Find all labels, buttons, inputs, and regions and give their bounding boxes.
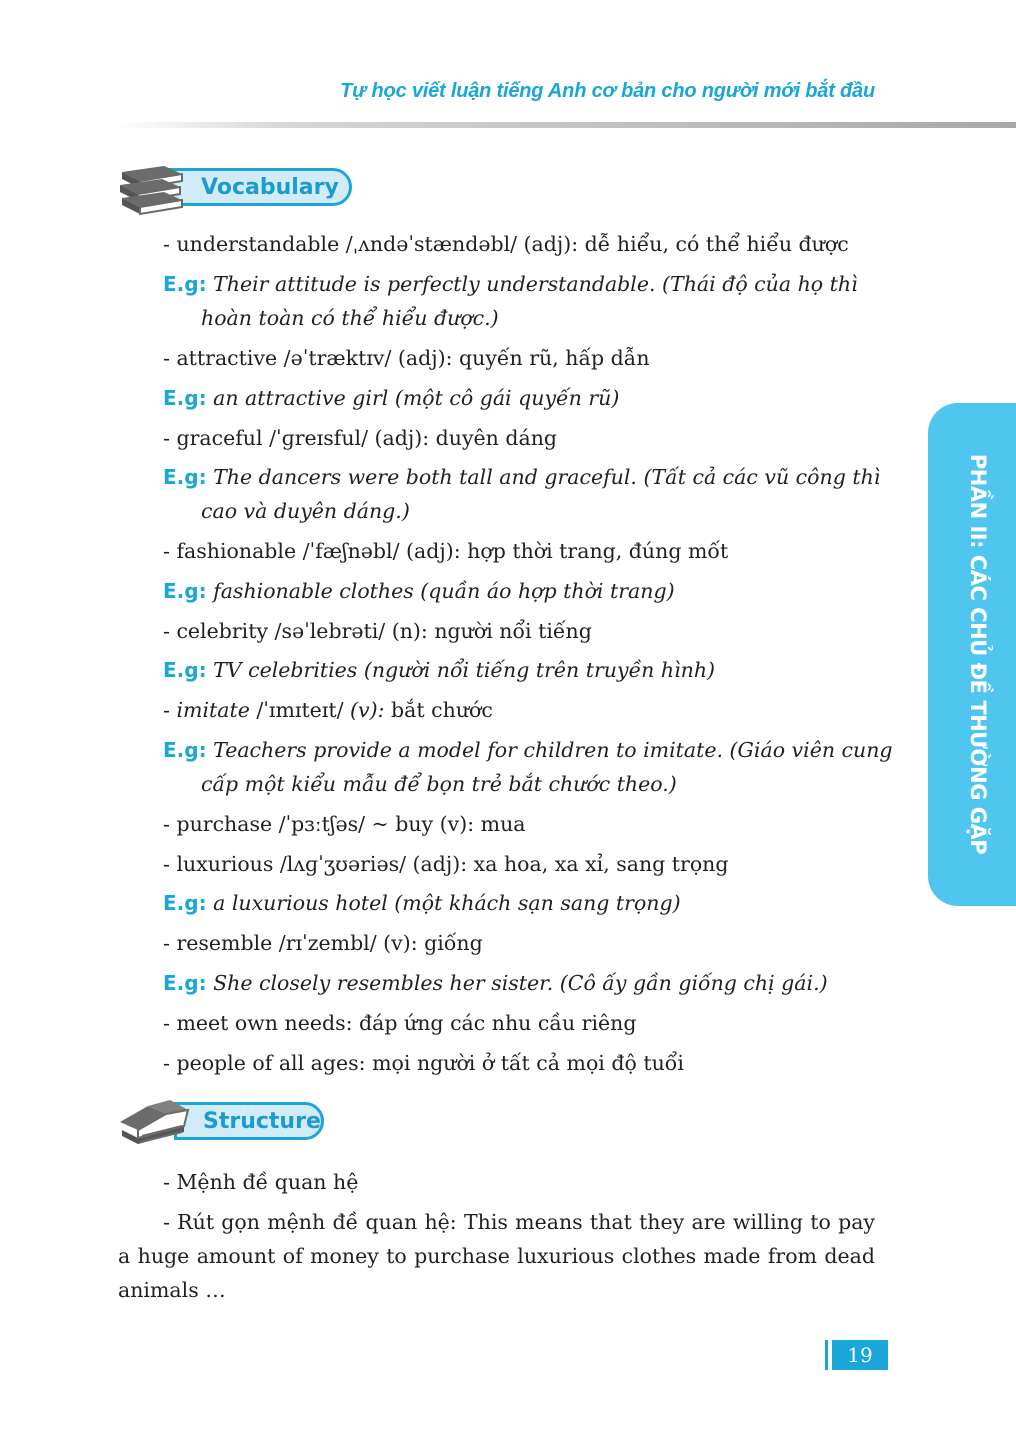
example-luxurious [163,886,913,920]
example-text: The dancers were both tall and graceful. (Tất cả các vũ công thì cao và duyên dáng.) [201,465,881,523]
structure-badge [118,1096,324,1152]
running-header: Tự học viết luận tiếng Anh cơ bản cho người mới bắt đầu [340,80,875,102]
vocab-entry-imitate [163,693,875,727]
example-label: E.g: [163,272,207,296]
vocab-entry-celebrity: - celebrity /səˈlebrəti/ (n): người nổi tiếng [163,619,592,643]
side-title-label: CÁC CHỦ ĐỀ THƯỜNG GẶP [966,554,990,855]
header-rule [112,122,1016,128]
vocab-word: - imitate [163,698,250,722]
example-label: E.g: [163,971,207,995]
example-attractive [163,381,913,415]
vocab-entry-people-of-all-ages: - people of all ages: mọi người ở tất cả mọi độ tuổi [163,1051,684,1075]
example-fashionable [163,574,913,608]
vocabulary-heading: Vocabulary [201,174,339,200]
example-celebrity [163,653,913,687]
open-book-icon [118,1096,192,1152]
example-text: a luxurious hotel (một khách sạn sang trọng) [213,891,681,915]
vocab-entry-fashionable: - fashionable /ˈfæʃnəbl/ (adj): hợp thời trang, đúng mốt [163,539,729,563]
structure-line-relative-clause: - Mệnh đề quan hệ [163,1170,359,1194]
example-text: Teachers provide a model for children to imitate. (Giáo viên cung cấp một kiểu mẫu để bọn trẻ bắt chước theo.) [201,738,893,796]
vocab-entry-resemble: - resemble /rɪˈzembl/ (v): giống [163,931,483,955]
vocab-entry-understandable: - understandable /ˌʌndəˈstændəbl/ (adj): dễ hiểu, có thể hiểu được [163,232,849,256]
structure-line-reduced-relative-clause: - Rút gọn mệnh đề quan hệ: This means that they are willing to pay a huge amount of money to purchase luxurious clothes made from dead animals … [118,1210,875,1302]
vocab-entry-graceful: - graceful /ˈɡreɪsful/ (adj): duyên dáng [163,426,558,450]
vocab-entry-meet-own-needs: - meet own needs: đáp ứng các nhu cầu riêng [163,1011,637,1035]
example-imitate [163,733,913,801]
example-label: E.g: [163,738,207,762]
example-label: E.g: [163,658,207,682]
example-text: TV celebrities (người nổi tiếng trên truyền hình) [213,658,716,682]
example-text: an attractive girl (một cô gái quyến rũ) [213,386,620,410]
page-number: 19 [832,1340,888,1370]
vocab-ipa: /ˈɪmɪteɪt/ [249,698,351,722]
side-chapter-label [966,454,990,854]
vocab-meaning: bắt chước [384,698,493,722]
vocab-entry-luxurious: - luxurious /lʌɡˈʒʊəriəs/ (adj): xa hoa, xa xỉ, sang trọng [163,852,729,876]
structure-heading: Structure [203,1108,321,1134]
vocab-entry-purchase: - purchase /ˈpɜːtʃəs/ ~ buy (v): mua [163,812,526,836]
vocab-entry-attractive: - attractive /əˈtræktɪv/ (adj): quyến rũ, hấp dẫn [163,346,650,370]
example-resemble [163,966,913,1000]
example-label: E.g: [163,891,207,915]
example-text: Their attitude is perfectly understandable. (Thái độ của họ thì hoàn toàn có thể hiểu được.) [201,272,858,330]
example-label: E.g: [163,386,207,410]
example-understandable [163,267,913,335]
example-label: E.g: [163,579,207,603]
books-icon [118,164,188,218]
side-part-label: PHẦN II: [966,453,990,549]
example-text: She closely resembles her sister. (Cô ấy gần giống chị gái.) [213,971,828,995]
example-text: fashionable clothes (quần áo hợp thời trang) [213,579,675,603]
vocabulary-badge [118,164,352,218]
example-graceful [163,460,913,528]
page-number-bar [825,1340,828,1370]
vocab-pos: (v): [350,698,385,722]
example-label: E.g: [163,465,207,489]
